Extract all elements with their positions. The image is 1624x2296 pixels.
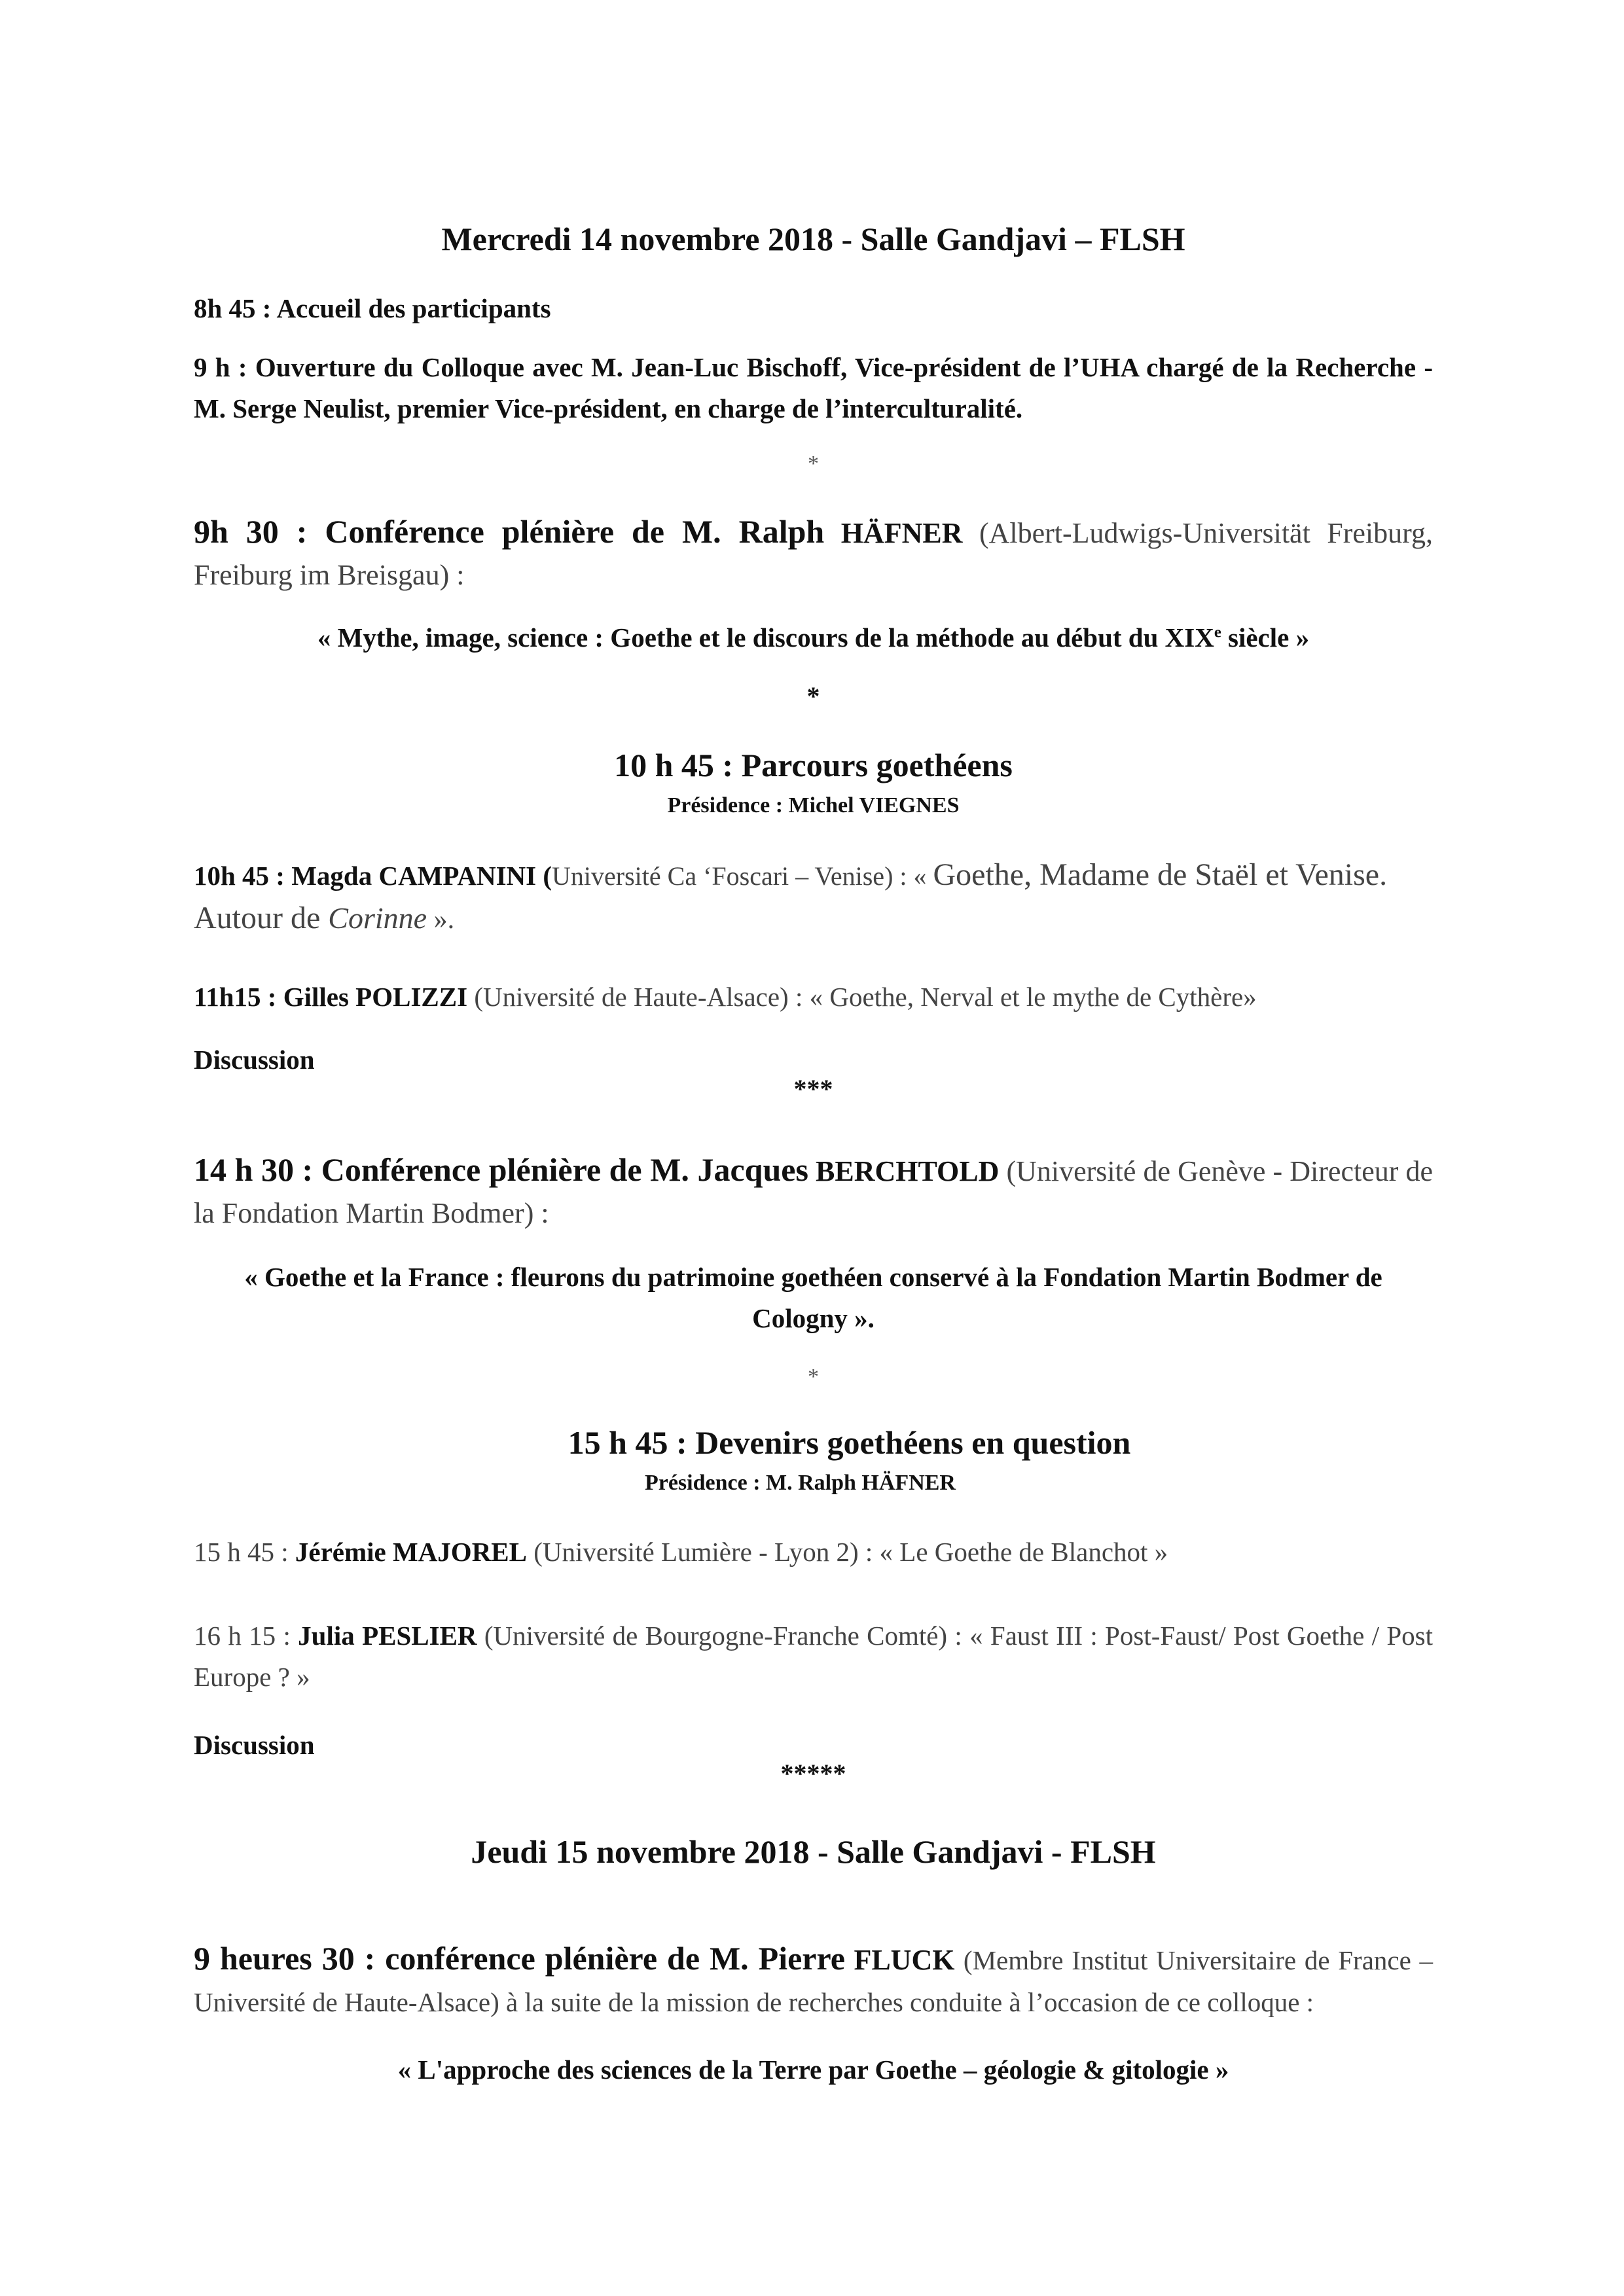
plenary1-title-end: siècle »	[1221, 622, 1310, 653]
session2-talk1-rest: (Université Lumière - Lyon 2) : « Le Goethe de Blanchot »	[527, 1537, 1168, 1567]
session1-heading: 10 h 45 : Parcours goethéens	[614, 747, 1013, 783]
session1-talk1-title-end: ».	[427, 905, 455, 935]
plenary1-surname: HÄFNER	[840, 517, 963, 549]
plenary2-time-lead: 14 h 30 : Conférence plénière de M. Jacques	[194, 1151, 808, 1188]
plenary2-intro	[194, 1149, 1433, 1234]
day2-plenary-intro	[194, 1937, 1433, 2023]
plenary2-affiliation: (Université de Genève - Directeur de la Fondation Martin Bodmer) :	[194, 1155, 1433, 1229]
day1-heading: Mercredi 14 novembre 2018 - Salle Gandjavi – FLSH	[441, 221, 1185, 257]
day2-plenary-time-lead: 9 heures 30 : conférence plénière de M. Pierre	[194, 1940, 845, 1977]
session2-talk1-name: Jérémie MAJOREL	[295, 1537, 527, 1567]
session1-talk1-lead: 10h 45 : Magda CAMPANINI (	[194, 861, 552, 891]
session2-heading: 15 h 45 : Devenirs goethéens en question	[568, 1424, 1131, 1461]
day2-plenary-surname: FLUCK	[854, 1944, 955, 1976]
session1-talk1-affiliation: Université Ca ‘Foscari – Venise) : «	[552, 861, 933, 891]
session1-chair: Présidence : Michel VIEGNES	[667, 793, 960, 817]
separator: *****	[780, 1759, 846, 1788]
session2-chair: Présidence : M. Ralph HÄFNER	[644, 1471, 956, 1495]
session1-talk2-lead: 11h15 : Gilles POLIZZI	[194, 982, 468, 1012]
day2-plenary-title: « L'approche des sciences de la Terre par Goethe – géologie & gitologie »	[397, 2054, 1229, 2085]
plenary1-title-sup: e	[1214, 623, 1221, 641]
welcome-line: 8h 45 : Accueil des participants	[194, 293, 551, 323]
day2-heading: Jeudi 15 novembre 2018 - Salle Gandjavi - FLSH	[471, 1833, 1156, 1870]
plenary1-affiliation: (Albert-Ludwigs-Universität Freiburg, Freiburg im Breisgau) :	[194, 517, 1434, 591]
session1-discussion: Discussion	[194, 1045, 315, 1075]
session2-talk1	[194, 1532, 1433, 1573]
session1-talk1-title: Goethe, Madame de Staël et Venise. Autour de	[194, 857, 1388, 935]
plenary1-title	[194, 622, 1433, 653]
separator: *	[808, 1365, 819, 1389]
session2-discussion: Discussion	[194, 1730, 315, 1760]
plenary1-intro	[194, 511, 1433, 596]
session2-talk2-rest: (Université de Bourgogne-Franche Comté) : « Faust III : Post-Faust/ Post Goethe / Post Europe ? »	[194, 1621, 1433, 1692]
plenary2-title: « Goethe et la France : fleurons du patrimoine goethéen conservé à la Fondation Martin Bodmer de Cologny ».	[244, 1262, 1382, 1333]
session2-talk2-time: 16 h 15 :	[194, 1621, 298, 1651]
session2-talk2-name: Julia PESLIER	[298, 1621, 477, 1651]
separator: *	[808, 452, 819, 476]
separator: *	[806, 681, 820, 711]
session1-talk1-title-italic: Corinne	[328, 901, 427, 935]
session1-talk1	[194, 854, 1433, 941]
plenary1-title-main: « Mythe, image, science : Goethe et le discours de la méthode au début du XIX	[317, 622, 1214, 653]
separator: ***	[793, 1074, 833, 1103]
session1-talk2-rest: (Université de Haute-Alsace) : « Goethe, Nerval et le mythe de Cythère»	[467, 982, 1257, 1012]
session1-talk2	[194, 977, 1433, 1018]
day2-plenary-affiliation: (Membre Institut Universitaire de France – Université de Haute-Alsace) à la suite de la mission de recherches conduite à l’occasion de ce colloque :	[194, 1945, 1434, 2017]
opening-paragraph: 9 h : Ouverture du Colloque avec M. Jean-Luc Bischoff, Vice-président de l’UHA chargé de la Recherche - M. Serge Neulist, premier Vice-président, en charge de l’interculturalité.	[194, 352, 1433, 423]
plenary1-time-lead: 9h 30 : Conférence plénière de M. Ralph	[194, 513, 825, 550]
session2-talk1-time: 15 h 45 :	[194, 1537, 295, 1567]
plenary2-surname: BERCHTOLD	[816, 1155, 1000, 1187]
session2-talk2	[194, 1615, 1433, 1698]
